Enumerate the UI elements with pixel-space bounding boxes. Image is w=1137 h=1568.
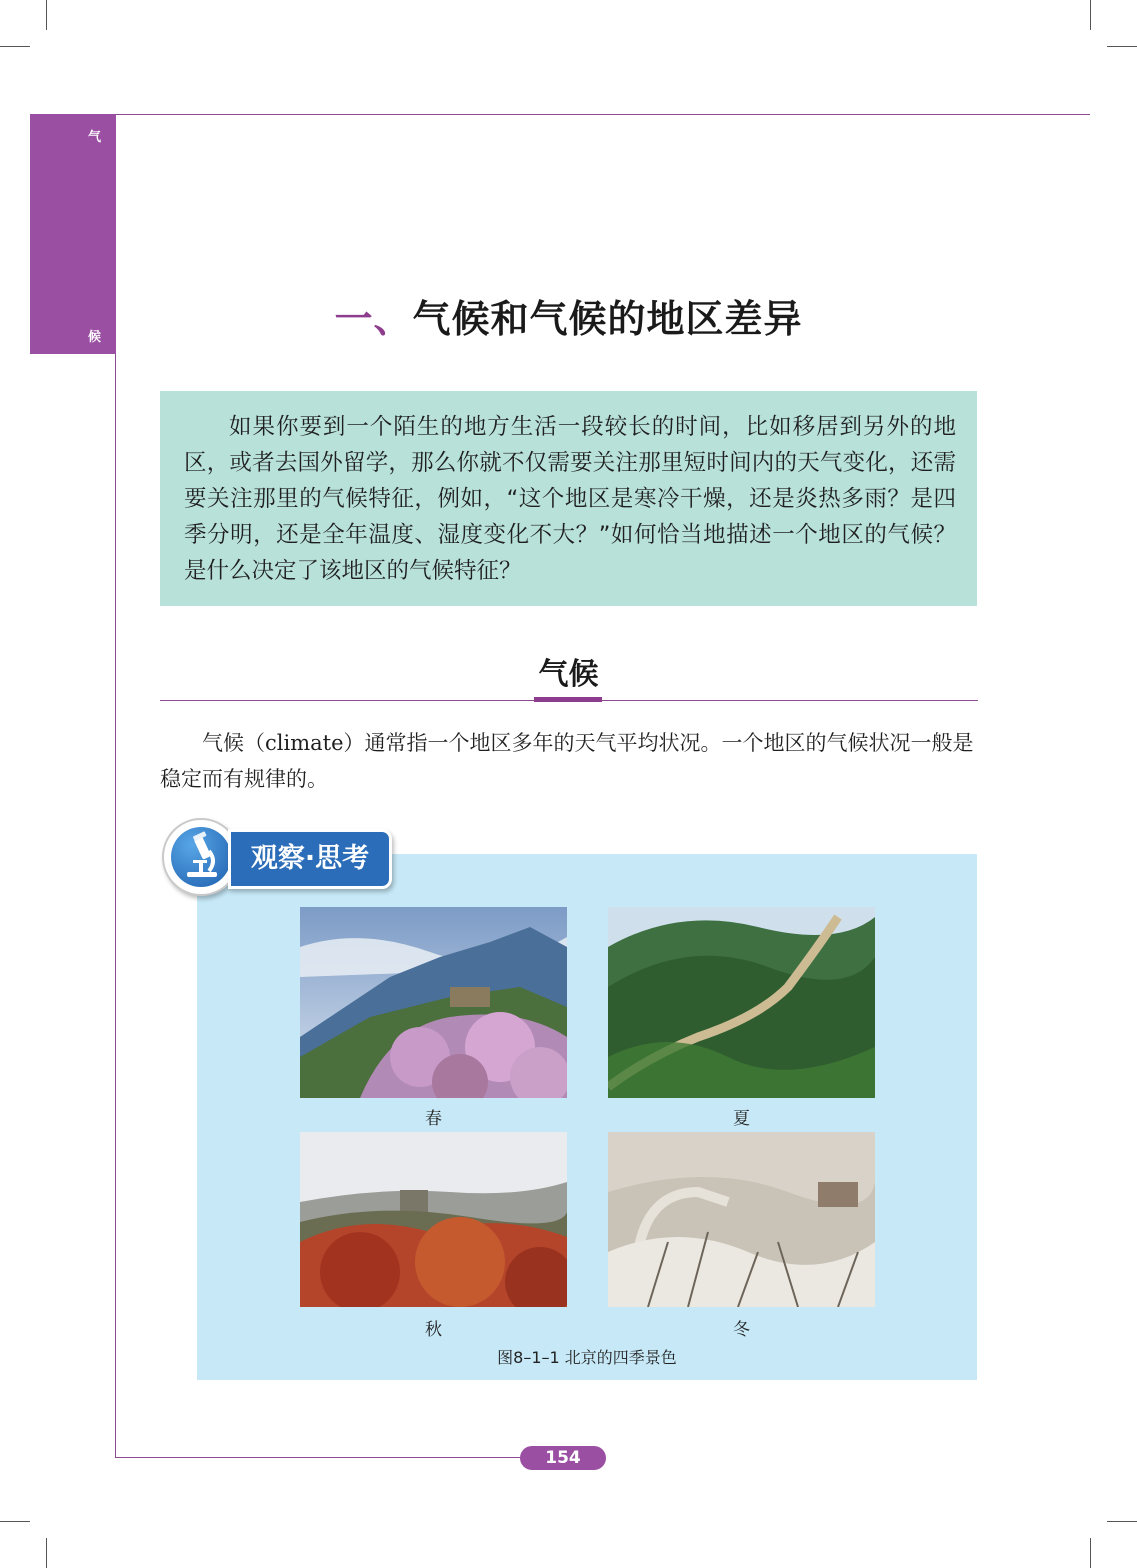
page-frame-bottom <box>116 1457 526 1458</box>
crop-mark <box>1090 1538 1091 1568</box>
microscope-icon <box>171 827 231 887</box>
intro-box <box>160 391 977 606</box>
lesson-title-number: 一、 <box>334 296 413 341</box>
photo-caption-spring: 春 <box>425 1109 442 1129</box>
crop-mark <box>46 1538 47 1568</box>
crop-mark <box>0 46 30 47</box>
crop-mark <box>0 1521 30 1522</box>
photo-autumn <box>300 1132 567 1307</box>
section-heading: 气候 <box>538 657 599 692</box>
activity-label: 观察·思考 <box>228 829 392 889</box>
section-body-text: 气候（climate）通常指一个地区多年的天气平均状况。一个地区的气候状况一般是稳定而有规律的。 <box>160 731 974 791</box>
photo-caption-autumn: 秋 <box>425 1320 442 1340</box>
crop-mark <box>1107 46 1137 47</box>
crop-mark <box>1090 0 1091 30</box>
photo-spring <box>300 907 567 1098</box>
photo-caption-summer: 夏 <box>733 1109 750 1129</box>
figure-caption: 图8–1–1 北京的四季景色 <box>497 1348 677 1367</box>
photo-summer <box>608 907 875 1098</box>
page-frame-top <box>116 114 1090 115</box>
section-underline <box>534 697 602 702</box>
side-tab-char-bottom: 候 <box>88 330 102 345</box>
side-tab-char-top: 气 <box>88 130 102 145</box>
photo-winter <box>608 1132 875 1307</box>
page-number: 154 <box>520 1446 606 1470</box>
lesson-title <box>0 288 1137 343</box>
intro-text: 如果你要到一个陌生的地方生活一段较长的时间，比如移居到另外的地区，或者去国外留学，那么你就不仅需要关注那里短时间内的天气变化，还需要关注那里的气候特征，例如，“这个地区是寒冷干燥，还是炎热多雨？是四季分明，还是全年温度、湿度变化不大？”如何恰当地描述一个地区的气候？是什么决定了该地区的气候特征？ <box>184 414 956 584</box>
crop-mark <box>1107 1521 1137 1522</box>
photo-caption-winter: 冬 <box>733 1320 750 1340</box>
crop-mark <box>46 0 47 30</box>
lesson-title-text: 气候和气候的地区差异 <box>412 296 803 341</box>
